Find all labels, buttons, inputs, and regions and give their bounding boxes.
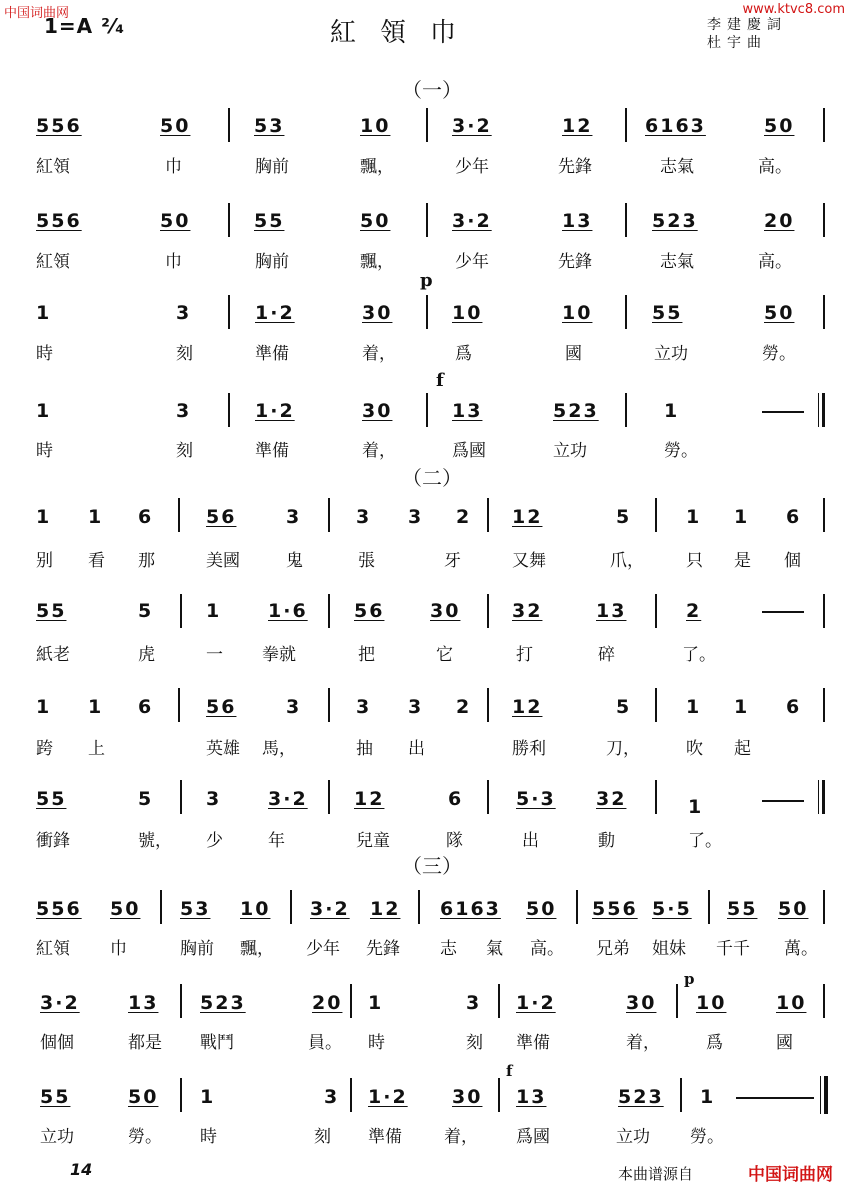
note-group: 523	[553, 400, 599, 422]
lyric: 跨	[36, 739, 53, 759]
note-group: 50	[128, 1086, 159, 1108]
note-group: 12	[512, 696, 543, 718]
lyric: 準備	[255, 441, 289, 461]
barline	[487, 780, 489, 814]
note-group: 53	[254, 115, 285, 137]
final-barline	[822, 393, 825, 427]
note-group: 2	[456, 506, 472, 528]
note-group: 32	[596, 788, 627, 810]
lyric: 抽	[356, 739, 373, 759]
barline	[818, 780, 819, 814]
barline	[498, 984, 500, 1018]
note-group: 523	[618, 1086, 664, 1108]
lyric: 出	[522, 831, 539, 851]
lyric: 時	[368, 1033, 385, 1053]
barline	[823, 688, 825, 722]
note-group: 6	[448, 788, 464, 810]
note-group: 12	[354, 788, 385, 810]
barline	[328, 780, 330, 814]
note-group: 50	[764, 115, 795, 137]
note-group: 3	[206, 788, 222, 810]
lyric: 勞。	[762, 344, 796, 364]
lyric: 志氣	[660, 157, 694, 177]
lyric: 胸前	[255, 252, 289, 272]
note-group: 3	[356, 696, 372, 718]
lyric: 先鋒	[366, 939, 400, 959]
note-group: 56	[206, 506, 237, 528]
lyric: 英雄	[206, 739, 240, 759]
lyric: 飄，	[360, 157, 394, 177]
lyric: 氣	[486, 939, 503, 959]
barline	[328, 498, 330, 532]
note-group: 2	[456, 696, 472, 718]
lyric: 志	[440, 939, 457, 959]
note-group: 10	[562, 302, 593, 324]
barline	[625, 295, 627, 329]
note-group: 1	[700, 1086, 716, 1108]
lyric: 姐妹	[652, 939, 686, 959]
sustain-dash	[736, 1097, 814, 1099]
note-group: 6163	[440, 898, 501, 920]
barline	[625, 393, 627, 427]
lyric: 了。	[682, 645, 716, 665]
lyric: 刻	[176, 441, 193, 461]
lyric: 只	[686, 551, 703, 571]
section-heading-1: （一）	[402, 78, 462, 102]
watermark-right: www.ktvc8.com	[742, 2, 845, 17]
barline	[487, 498, 489, 532]
lyric: 少年	[455, 252, 489, 272]
note-group: 5	[138, 600, 154, 622]
note-group: 6	[786, 506, 802, 528]
lyric: 勞。	[690, 1127, 724, 1147]
lyric: 又舞	[512, 551, 546, 571]
lyric: 一	[206, 645, 223, 665]
note-group: 556	[36, 210, 82, 232]
barline	[328, 594, 330, 628]
lyric: 時	[200, 1127, 217, 1147]
note-group: 55	[727, 898, 758, 920]
note-group: 55	[36, 600, 67, 622]
note-group: 1·2	[368, 1086, 408, 1108]
note-group: 556	[36, 898, 82, 920]
note-group: 1	[688, 796, 704, 818]
note-group: 56	[354, 600, 385, 622]
dynamic-piano: p	[420, 270, 433, 291]
note-group: 50	[764, 302, 795, 324]
note-group: 1	[734, 696, 750, 718]
note-group: 6163	[645, 115, 706, 137]
barline	[160, 890, 162, 924]
barline	[180, 594, 182, 628]
section-heading-2: （二）	[402, 466, 462, 490]
note-group: 2	[686, 600, 702, 622]
barline	[818, 393, 819, 427]
note-group: 3·2	[310, 898, 350, 920]
note-group: 3	[408, 696, 424, 718]
lyric: 了。	[688, 831, 722, 851]
lyric: 巾	[110, 939, 127, 959]
sustain-dash	[762, 611, 804, 613]
note-group: 1	[36, 400, 52, 422]
sustain-dash	[762, 800, 804, 802]
note-group: 13	[516, 1086, 547, 1108]
barline	[228, 393, 230, 427]
lyric: 出	[408, 739, 425, 759]
lyric: 千千	[716, 939, 750, 959]
lyric: 胸前	[255, 157, 289, 177]
barline	[426, 108, 428, 142]
lyric: 爲國	[516, 1127, 550, 1147]
barline	[350, 1078, 352, 1112]
lyric: 别	[36, 551, 53, 571]
note-group: 3	[286, 696, 302, 718]
note-group: 5	[616, 696, 632, 718]
barline	[625, 108, 627, 142]
lyric: 着，	[362, 441, 396, 461]
final-barline	[822, 780, 825, 814]
final-barline	[824, 1076, 828, 1114]
note-group: 50	[526, 898, 557, 920]
barline	[426, 295, 428, 329]
lyric: 戰鬥	[200, 1033, 234, 1053]
lyric: 勞。	[128, 1127, 162, 1147]
lyric: 看	[88, 551, 105, 571]
barline	[328, 688, 330, 722]
lyric: 國	[776, 1033, 793, 1053]
note-group: 1	[200, 1086, 216, 1108]
barline	[680, 1078, 682, 1112]
note-group: 1	[686, 696, 702, 718]
barline	[180, 984, 182, 1018]
barline	[655, 594, 657, 628]
note-group: 3·2	[268, 788, 308, 810]
source-label: 本曲谱源自	[618, 1165, 694, 1183]
note-group: 1	[206, 600, 222, 622]
note-group: 3	[324, 1086, 340, 1108]
lyric: 起	[734, 739, 751, 759]
note-group: 20	[764, 210, 795, 232]
note-group: 50	[110, 898, 141, 920]
lyric: 萬。	[784, 939, 818, 959]
barline	[178, 498, 180, 532]
lyric: 都是	[128, 1033, 162, 1053]
note-group: 13	[562, 210, 593, 232]
lyric: 立功	[40, 1127, 74, 1147]
note-group: 55	[40, 1086, 71, 1108]
note-group: 10	[776, 992, 807, 1014]
note-group: 3·2	[452, 210, 492, 232]
note-group: 50	[160, 210, 191, 232]
lyric: 立功	[553, 441, 587, 461]
note-group: 6	[138, 506, 154, 528]
source-site-link[interactable]: 中国词曲网	[748, 1165, 833, 1185]
note-group: 523	[652, 210, 698, 232]
note-group: 55	[254, 210, 285, 232]
note-group: 1	[88, 696, 104, 718]
lyric: 巾	[165, 252, 182, 272]
lyric: 那	[138, 551, 155, 571]
barline	[820, 1076, 821, 1114]
note-group: 3	[356, 506, 372, 528]
lyric: 志氣	[660, 252, 694, 272]
note-group: 5·5	[652, 898, 692, 920]
lyric: 高。	[530, 939, 564, 959]
song-title: 紅領巾	[330, 18, 481, 48]
note-group: 3	[176, 302, 192, 324]
note-group: 1	[734, 506, 750, 528]
lyric: 勞。	[664, 441, 698, 461]
note-group: 12	[512, 506, 543, 528]
note-group: 1	[368, 992, 384, 1014]
lyric: 立功	[616, 1127, 650, 1147]
lyric: 衝鋒	[36, 831, 70, 851]
lyric: 吹	[686, 739, 703, 759]
note-group: 6	[786, 696, 802, 718]
lyric: 打	[516, 645, 533, 665]
note-group: 13	[128, 992, 159, 1014]
composer-credit: 杜宇曲	[707, 35, 767, 51]
lyric: 勝利	[512, 739, 546, 759]
note-group: 3	[176, 400, 192, 422]
note-group: 50	[160, 115, 191, 137]
note-group: 1·2	[255, 302, 295, 324]
note-group: 56	[206, 696, 237, 718]
lyric: 牙	[444, 551, 461, 571]
note-group: 3	[408, 506, 424, 528]
note-group: 1·6	[268, 600, 308, 622]
lyric: 準備	[368, 1127, 402, 1147]
barline	[823, 295, 825, 329]
lyric: 號，	[138, 831, 172, 851]
note-group: 3·2	[452, 115, 492, 137]
lyric: 國	[565, 344, 582, 364]
barline	[487, 688, 489, 722]
barline	[498, 1078, 500, 1112]
dynamic-piano: p	[684, 970, 695, 988]
note-group: 556	[36, 115, 82, 137]
lyric: 準備	[255, 344, 289, 364]
note-group: 5·3	[516, 788, 556, 810]
note-group: 1·2	[516, 992, 556, 1014]
lyric: 立功	[654, 344, 688, 364]
lyric: 它	[436, 645, 453, 665]
lyric: 胸前	[180, 939, 214, 959]
lyric: 飄，	[240, 939, 274, 959]
lyric: 拳就	[262, 645, 296, 665]
barline	[228, 295, 230, 329]
barline	[426, 203, 428, 237]
lyric: 先鋒	[558, 252, 592, 272]
barline	[823, 594, 825, 628]
lyric: 飄，	[360, 252, 394, 272]
lyric: 準備	[516, 1033, 550, 1053]
barline	[625, 203, 627, 237]
lyric: 着，	[362, 344, 396, 364]
lyric: 少	[206, 831, 223, 851]
lyric: 少年	[306, 939, 340, 959]
barline	[576, 890, 578, 924]
lyric: 動	[598, 831, 615, 851]
lyric: 是	[734, 551, 751, 571]
barline	[823, 984, 825, 1018]
note-group: 10	[240, 898, 271, 920]
note-group: 20	[312, 992, 343, 1014]
lyric: 刻	[466, 1033, 483, 1053]
note-group: 1	[36, 696, 52, 718]
barline	[655, 688, 657, 722]
note-group: 30	[626, 992, 657, 1014]
lyric: 爪，	[610, 551, 644, 571]
lyric: 時	[36, 344, 53, 364]
lyric: 員。	[308, 1033, 342, 1053]
lyric: 爲	[706, 1033, 723, 1053]
note-group: 30	[452, 1086, 483, 1108]
note-group: 3	[466, 992, 482, 1014]
lyric: 刀，	[606, 739, 640, 759]
key-signature: 1=A ²⁄₄	[44, 14, 125, 38]
note-group: 1	[36, 302, 52, 324]
lyric: 高。	[758, 157, 792, 177]
lyric: 着，	[626, 1033, 660, 1053]
barline	[228, 203, 230, 237]
barline	[350, 984, 352, 1018]
lyric: 兒童	[356, 831, 390, 851]
lyric: 虎	[138, 645, 155, 665]
note-group: 1	[664, 400, 680, 422]
barline	[426, 393, 428, 427]
page-number: 14	[70, 1160, 93, 1179]
barline	[676, 984, 678, 1018]
lyricist-credit: 李建慶詞	[707, 17, 787, 33]
lyric: 先鋒	[558, 157, 592, 177]
barline	[655, 780, 657, 814]
lyric: 刻	[176, 344, 193, 364]
barline	[487, 594, 489, 628]
lyric: 少年	[455, 157, 489, 177]
lyric: 爲	[455, 344, 472, 364]
lyric: 兄弟	[596, 939, 630, 959]
sustain-dash	[762, 411, 804, 413]
barline	[418, 890, 420, 924]
note-group: 5	[138, 788, 154, 810]
lyric: 爲國	[452, 441, 486, 461]
note-group: 3	[286, 506, 302, 528]
note-group: 1	[36, 506, 52, 528]
section-heading-3: （三）	[402, 854, 462, 878]
lyric: 隊	[446, 831, 463, 851]
lyric: 張	[358, 551, 375, 571]
barline	[655, 498, 657, 532]
note-group: 32	[512, 600, 543, 622]
note-group: 50	[778, 898, 809, 920]
lyric: 紅領	[36, 157, 70, 177]
note-group: 55	[36, 788, 67, 810]
barline	[823, 108, 825, 142]
note-group: 12	[562, 115, 593, 137]
note-group: 10	[696, 992, 727, 1014]
note-group: 3·2	[40, 992, 80, 1014]
lyric: 紅領	[36, 939, 70, 959]
barline	[823, 498, 825, 532]
note-group: 556	[592, 898, 638, 920]
lyric: 高。	[758, 252, 792, 272]
lyric: 巾	[165, 157, 182, 177]
note-group: 5	[616, 506, 632, 528]
note-group: 6	[138, 696, 154, 718]
watermark-left: 中国词曲网	[4, 6, 70, 21]
lyric: 美國	[206, 551, 240, 571]
lyric: 刻	[314, 1127, 331, 1147]
lyric: 碎	[598, 645, 615, 665]
barline	[180, 780, 182, 814]
note-group: 1	[88, 506, 104, 528]
note-group: 50	[360, 210, 391, 232]
note-group: 523	[200, 992, 246, 1014]
note-group: 55	[652, 302, 683, 324]
lyric: 把	[358, 645, 375, 665]
barline	[178, 688, 180, 722]
barline	[708, 890, 710, 924]
note-group: 30	[362, 400, 393, 422]
note-group: 13	[452, 400, 483, 422]
note-group: 1	[686, 506, 702, 528]
barline	[228, 108, 230, 142]
dynamic-forte: f	[506, 1062, 513, 1080]
note-group: 30	[430, 600, 461, 622]
lyric: 個	[784, 551, 801, 571]
barline	[823, 203, 825, 237]
lyric: 年	[268, 831, 285, 851]
lyric: 紅領	[36, 252, 70, 272]
lyric: 着，	[444, 1127, 478, 1147]
lyric: 個個	[40, 1033, 74, 1053]
note-group: 10	[452, 302, 483, 324]
barline	[823, 890, 825, 924]
dynamic-forte: f	[436, 370, 444, 391]
note-group: 30	[362, 302, 393, 324]
note-group: 12	[370, 898, 401, 920]
barline	[290, 890, 292, 924]
lyric: 時	[36, 441, 53, 461]
note-group: 10	[360, 115, 391, 137]
barline	[180, 1078, 182, 1112]
note-group: 53	[180, 898, 211, 920]
note-group: 1·2	[255, 400, 295, 422]
lyric: 馬，	[262, 739, 296, 759]
lyric: 紙老	[36, 645, 70, 665]
lyric: 鬼	[286, 551, 303, 571]
lyric: 上	[88, 739, 105, 759]
note-group: 13	[596, 600, 627, 622]
